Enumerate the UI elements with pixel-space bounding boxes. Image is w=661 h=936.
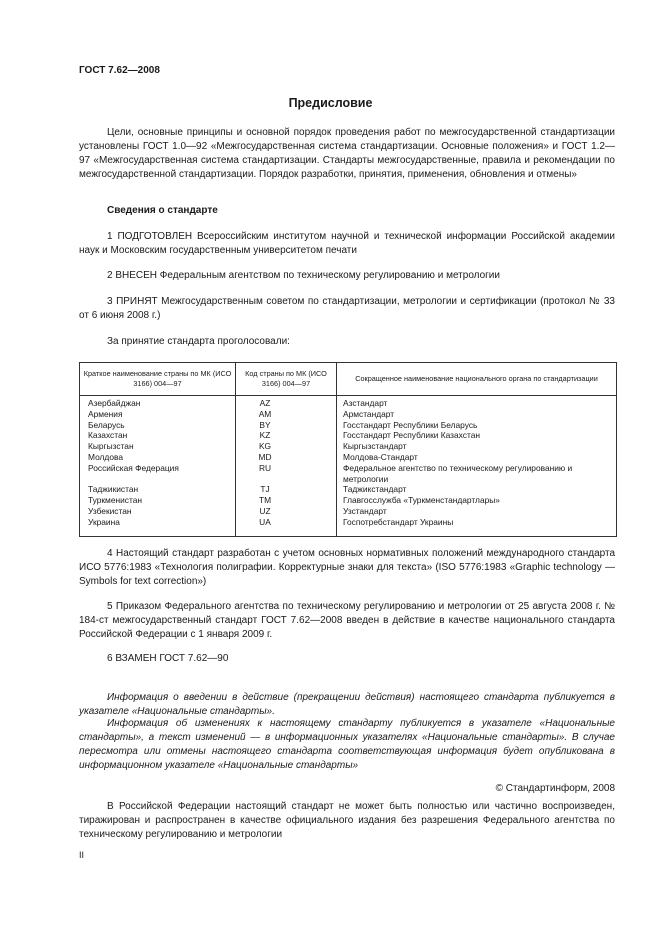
country-cell: Кыргызстан [88,441,134,452]
body-cell: Таджикстандарт [343,484,407,495]
country-cell: Российская Федерация [88,462,179,473]
code-cell: RU [258,462,272,473]
table-row [80,484,616,495]
table-row [80,430,616,441]
body-cell: Госстандарт Республики Беларусь [343,419,478,430]
country-cell: Беларусь [88,419,125,430]
intro-paragraph: Цели, основные принципы и основной порядок проведения работ по межгосударственной стандартизации установлены ГОСТ 1.0—92 «Межгосударственная система стандартизации. Основные положения» и ГОСТ 1.2—97 «Межгосударственная система стандартизации. Стандарты межгосударственные, правила и рекомендации по межгосударственной стандартизации. Порядок разработки, принятия, применения, обновления и отмены» [79,127,615,180]
page-number: II [79,850,85,860]
table-row [80,463,616,485]
item-5: 5 Приказом Федерального агентства по техническому регулированию и метрологии от 25 августа 2008 г. № 184-ст межгосударственный стандарт ГОСТ 7.62—2008 введен в действие в качестве национального стандарта Российской Федерации с 1 января 2009 г. [79,601,615,640]
table-row [80,452,616,463]
table-row [80,495,616,506]
country-cell: Украина [88,516,120,527]
country-cell: Армения [88,408,123,419]
body-cell: Кыргызстандарт [343,441,407,452]
info-changes: Информация об изменениях к настоящему стандарту публикуется в указателе «Национальные стандарты», а текст изменений — в информационных указателях «Национальные стандарты». В случае пересмотра или отмены настоящего стандарта соответствующая информация будет опубликована в информационном указателе «Национальные стандарты» [79,718,615,771]
country-cell: Узбекистан [88,505,132,516]
table-row [80,398,616,409]
section-heading: Сведения о стандарте [107,205,218,216]
table-header-country: Краткое наименование страны по МК (ИСО 3166) 004—97 [83,369,232,388]
code-cell: TM [258,495,272,506]
code-cell: TJ [260,484,270,495]
country-cell: Туркменистан [88,495,142,506]
body-cell: Главгосслужба «Туркменстандартлары» [343,495,500,506]
code-cell: UZ [259,505,271,516]
country-cell: Казахстан [88,430,128,441]
document-code: ГОСТ 7.62—2008 [79,65,160,76]
table-row [80,420,616,431]
table-row [80,409,616,420]
table-header-code: Код страны по МК (ИСО 3166) 004—97 [245,369,327,388]
country-cell: Азербайджан [88,398,141,408]
body-cell: Армстандарт [343,408,395,419]
code-cell: AZ [259,398,271,408]
table-row [80,441,616,452]
code-cell: UA [259,516,271,527]
legal-notice: В Российской Федерации настоящий стандарт не может быть полностью или частично воспроизведен, тиражирован и распространен в качестве официального издания без разрешения Федерального агентства по техническому регулированию и метрологии [79,801,615,840]
table-row [80,517,616,528]
table-header-body: Сокращенное наименование национального органа по стандартизации [355,374,598,383]
code-cell: KZ [259,430,271,441]
copyright: © Стандартинформ, 2008 [495,783,615,794]
body-cell: Молдова-Стандарт [343,451,418,462]
item-3: 3 ПРИНЯТ Межгосударственным советом по стандартизации, метрологии и сертификации (протокол № 33 от 6 июня 2008 г.) [79,296,615,321]
item-1: 1 ПОДГОТОВЛЕН Всероссийским институтом научной и технической информации Российской академии наук и Московским государственным университетом печати [79,231,615,256]
country-cell: Молдова [88,451,123,462]
body-cell: Госпотребстандарт Украины [343,516,454,527]
code-cell: BY [259,419,271,430]
countries-table [79,362,617,537]
code-cell: MD [258,451,272,462]
table-body [80,398,616,528]
page-title: Предисловие [288,96,373,110]
body-cell: Азстандарт [343,398,388,408]
item-2: 2 ВНЕСЕН Федеральным агентством по техническому регулированию и метрологии [107,270,500,281]
info-introduction: Информация о введении в действие (прекращении действия) настоящего стандарта публикуется в указателе «Национальные стандарты». [79,692,615,717]
table-row [80,506,616,517]
item-4: 4 Настоящий стандарт разработан с учетом основных нормативных положений международного стандарта ИСО 5776:1983 «Технология полиграфии. Корректурные знаки для текста» (ISO 5776:1983 «Graphic technology — Symbols for text correction») [79,548,615,587]
vote-text: За принятие стандарта проголосовали: [107,336,290,347]
code-cell: AM [258,408,272,419]
item-6: 6 ВЗАМЕН ГОСТ 7.62—90 [107,653,229,664]
body-cell: Узстандарт [343,505,387,516]
body-cell: Госстандарт Республики Казахстан [343,430,480,441]
body-cell: Федеральное агентство по техническому регулированию и метрологии [343,462,573,484]
code-cell: KG [258,441,272,452]
country-cell: Таджикистан [88,484,139,495]
